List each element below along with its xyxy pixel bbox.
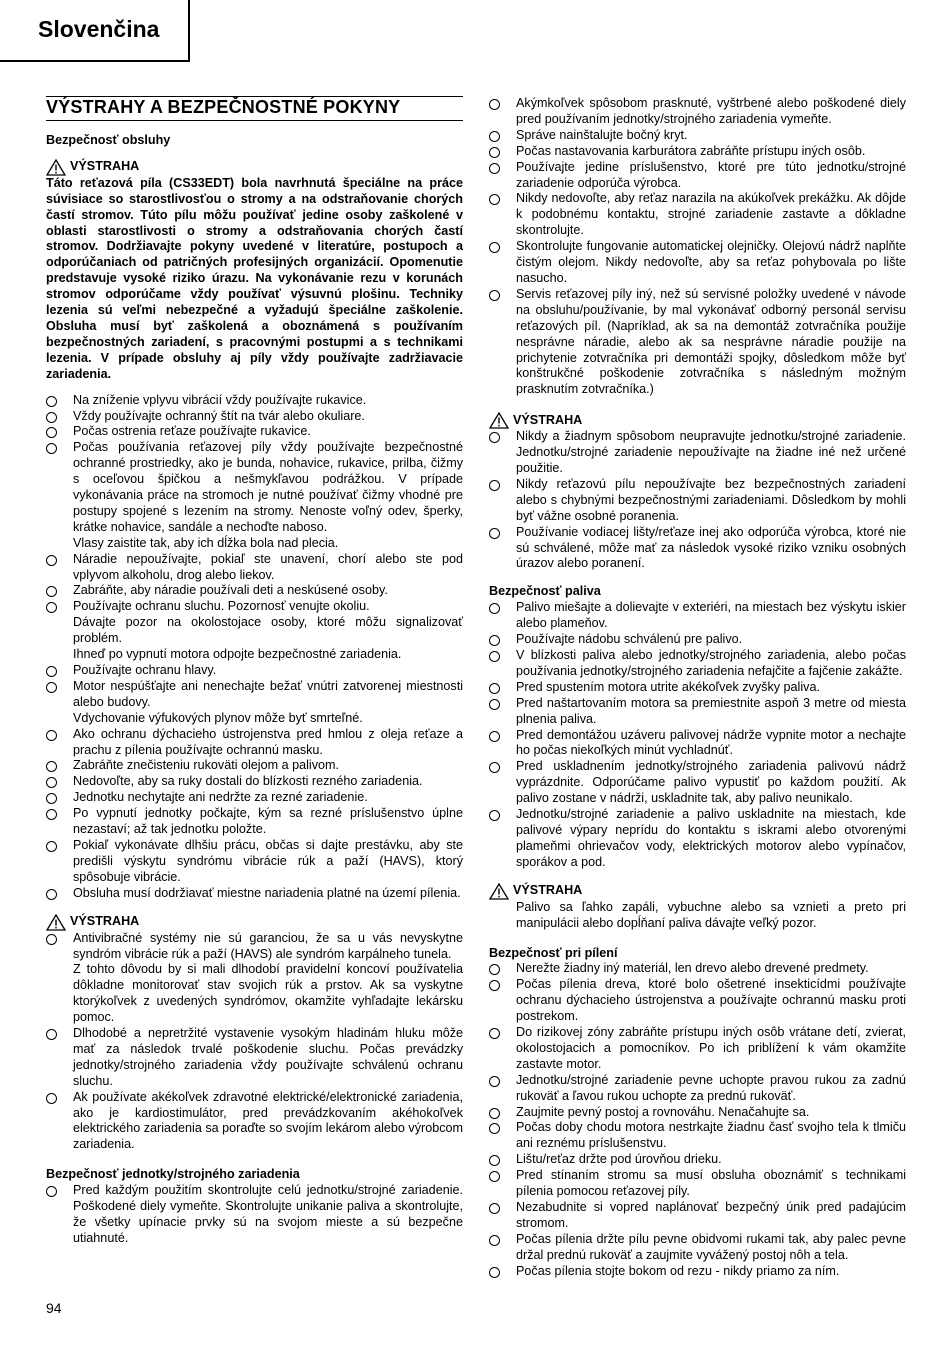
list-item: Nikdy nedovoľte, aby reťaz narazila na akúkoľvek prekážku. Ak dôjde k podobnému kontaktu, strojné zariadenie zastavte a dôkladne skontrolujte.	[489, 191, 906, 239]
warning-heading	[489, 883, 906, 900]
machine-safety-list	[46, 1183, 463, 1247]
list-item: Ak používate akékoľvek zdravotné elektrické/elektronické zariadenia, ako je kardiostimulátor, pred prevádzkovaním akéhokoľvek elektrického zariadenia sa poraďte so svojím lekárom alebo výrobcom zariadenia.	[46, 1090, 463, 1154]
warning-triangle-icon	[489, 883, 509, 900]
list-item: Antivibračné systémy nie sú garanciou, že sa u vás nevyskytne syndróm vibrácie rúk a paží (HAVS) ale syndróm karpálneho tunela. Z tohto dôvodu by si mali dlhodobí pravidelní koncoví používatelia dôkladne monitorovať stav svojich rúk a prstov. Ak sa vyskytne ktorýkoľvek z uvedených syndrómov, okamžite vyhľadajte lekársku pomoc.	[46, 931, 463, 1026]
warning-heading	[489, 412, 906, 429]
list-item: Nerežte žiadny iný materiál, len drevo alebo drevené predmety.	[489, 961, 906, 977]
warning-heading	[46, 914, 463, 931]
list-item: Ako ochranu dýchacieho ústrojenstva pred hmlou z oleja reťaze a prachu z pílenia používajte ochrannú masku.	[46, 727, 463, 759]
warning-label: VÝSTRAHA	[513, 412, 583, 427]
list-item: Jednotku nechytajte ani nedržte za rezné zariadenie.	[46, 790, 463, 806]
list-item: Počas nastavovania karburátora zabráňte prístupu iných osôb.	[489, 144, 906, 160]
list-item: Servis reťazovej píly iný, než sú servisné položky uvedené v návode na obsluhu/používanie, by mal vykonávať odborný personál servisu reťazových píl. (Napríklad, ak sa na demontáž zotvračníka použije nesprávne náradie, alebo ak sa nesprávne náradie použije na prichytenie zotvračníka pri demontáži spojky, dôsledkom môže byť konštrukčné poškodenie zotvračníka s následným možným prasknutím zotvračníka.)	[489, 287, 906, 398]
list-item: Nikdy a žiadnym spôsobom neupravujte jednotku/strojné zariadenie. Jednotku/strojné zariadenie nepoužívajte na žiadne iné než určené použitie.	[489, 429, 906, 477]
list-item: Skontrolujte fungovanie automatickej olejničky. Olejovú nádrž naplňte čistým olejom. Nikdy nedovoľte, aby sa reťaz pohybovala po lište nasucho.	[489, 239, 906, 287]
list-item-note: Z tohto dôvodu by si mali dlhodobí pravidelní koncoví používatelia dôkladne monitorovať stav svojich rúk a prstov. Ak sa vyskytne ktorýkoľvek z uvedených syndrómov, okamžite vyhľadajte lekársku pomoc.	[73, 962, 463, 1025]
list-item: Pred naštartovaním motora sa premiestnite aspoň 3 metre od miesta plnenia paliva.	[489, 696, 906, 728]
list-item: Počas pílenia držte pílu pevne obidvomi rukami tak, aby palec pevne držal prednú rukoväť a zaujmite vyvážený postoj nôh a tela.	[489, 1232, 906, 1264]
list-item: V blízkosti paliva alebo jednotky/strojného zariadenia, alebo počas používania jednotky/strojného zariadenia nefajčite a fajčenie zakážte.	[489, 648, 906, 680]
list-item: Lištu/reťaz držte pod úrovňou drieku.	[489, 1152, 906, 1168]
warning-triangle-icon	[46, 159, 66, 176]
list-item: Na zníženie vplyvu vibrácií vždy používajte rukavice.	[46, 393, 463, 409]
machine-safety-list-continued	[489, 96, 906, 398]
list-item: Obsluha musí dodržiavať miestne nariadenia platné na území pílenia.	[46, 886, 463, 902]
list-item: Používajte jedine príslušenstvo, ktoré pre túto jednotku/strojné zariadenie odporúča výrobca.	[489, 160, 906, 192]
list-item: Po vypnutí jednotky počkajte, kým sa rezné príslušenstvo úplne nezastaví; až tak jednotku položte.	[46, 806, 463, 838]
list-item: Počas pílenia stojte bokom od rezu - nikdy priamo za ním.	[489, 1264, 906, 1280]
list-item-note: Vlasy zaistite tak, aby ich dĺžka bola nad plecia.	[73, 535, 339, 550]
modification-warning-list	[489, 429, 906, 572]
warning-heading	[46, 159, 463, 176]
list-item: Motor nespúšťajte ani nenechajte bežať vnútri zatvorenej miestnosti alebo budovy. Vdychovanie výfukových plynov môže byť smrteľné.	[46, 679, 463, 727]
warning-label: VÝSTRAHA	[70, 159, 140, 174]
fuel-warning-text: Palivo sa ľahko zapáli, vybuchne alebo sa vznieti a preto pri manipulácii alebo dopĺňaní paliva dávajte veľký pozor.	[516, 899, 906, 930]
right-column	[489, 96, 906, 1280]
warning-label: VÝSTRAHA	[513, 883, 583, 898]
list-item: Správe nainštalujte bočný kryt.	[489, 128, 906, 144]
list-item: Pred stínaním stromu sa musí obsluha oboznámiť s technikami pílenia pomocou reťazovej píly.	[489, 1168, 906, 1200]
list-item: Pred spustením motora utrite akékoľvek zvyšky paliva.	[489, 680, 906, 696]
list-item: Používanie vodiacej lišty/reťaze inej ako odporúča výrobca, ktoré nie sú schválené, môže mať za následok vysoké riziko vzniku osobných úrazov alebo poranení.	[489, 525, 906, 573]
language-label: Slovenčina	[38, 16, 160, 42]
list-item: Používajte ochranu sluchu. Pozornosť venujte okoliu. Dávajte pozor na okolostojace osoby, ktoré môžu signalizovať problém. Ihneď po vypnutí motora odpojte bezpečnostné zariadenia.	[46, 599, 463, 663]
vibration-warning-list	[46, 931, 463, 1154]
list-item: Počas doby chodu motora nestrkajte žiadnu časť svojho tela k tlmiču ani reznému príslušenstvu.	[489, 1120, 906, 1152]
cutting-safety-heading: Bezpečnosť pri pílení	[489, 945, 618, 960]
list-item: Nezabudnite si vopred naplánovať bezpečný únik pred padajúcim stromom.	[489, 1200, 906, 1232]
operator-safety-heading: Bezpečnosť obsluhy	[46, 132, 171, 147]
list-item: Dlhodobé a nepretržité vystavenie vysokým hladinám hluku môže mať za následok trvalé poškodenie sluchu. Počas prevádzky jednotky/strojného zariadenia vždy používajte schválenú ochranu sluchu.	[46, 1026, 463, 1090]
list-item: Pred každým použitím skontrolujte celú jednotku/strojné zariadenie. Poškodené diely vymeňte. Skontrolujte unikanie paliva a skontrolujte, že všetky upínacie prvky sú na svojom mieste a sú bezpečne utiahnuté.	[46, 1183, 463, 1247]
list-item: Používajte nádobu schválenú pre palivo.	[489, 632, 906, 648]
list-item: Palivo miešajte a dolievajte v exteriéri, na miestach bez výskytu iskier alebo plameňov.	[489, 600, 906, 632]
left-column	[46, 96, 463, 1247]
list-item-note: Dávajte pozor na okolostojace osoby, ktoré môžu signalizovať problém.	[73, 615, 463, 646]
list-item: Pokiaľ vykonávate dlhšiu prácu, občas si dajte prestávku, aby ste predišli výskytu syndrómu vibrácie rúk a paží (HAVS), ktorý spôsobuje vibrácie.	[46, 838, 463, 886]
list-item-note: Vdychovanie výfukových plynov môže byť smrteľné.	[73, 710, 363, 725]
list-item: Počas používania reťazovej píly vždy používajte bezpečnostné ochranné prostriedky, ako je bunda, nohavice, rukavice, prilba, čižmy s oceľovou špičkou a nešmykľavou podrážkou. V prípade vykonávania práce na stromoch je nutné používať čižmy vhodné pre postupy spojené s lezením na stromy. Nenoste voľný odev, šperky, krátke nohavice, sandále a nechoďte naboso. Vlasy zaistite tak, aby ich dĺžka bola nad plecia.	[46, 440, 463, 551]
list-item: Nikdy reťazovú pílu nepoužívajte bez bezpečnostných zariadení alebo s chybnými bezpečnostnými zariadeniami. Dôsledkom by mohli byť vážne osobné poranenia.	[489, 477, 906, 525]
list-item: Používajte ochranu hlavy.	[46, 663, 463, 679]
list-item: Nedovoľte, aby sa ruky dostali do blízkosti rezného zariadenia.	[46, 774, 463, 790]
machine-safety-heading: Bezpečnosť jednotky/strojného zariadenia	[46, 1167, 300, 1182]
list-item: Zabráňte, aby náradie používali deti a neskúsené osoby.	[46, 583, 463, 599]
warning-triangle-icon	[489, 412, 509, 429]
page-number: 94	[46, 1300, 62, 1316]
list-item: Pred demontážou uzáveru palivovej nádrže vypnite motor a nechajte ho počas niekoľkých minút vychladnúť.	[489, 728, 906, 760]
list-item: Zabráňte znečisteniu rukoväti olejom a palivom.	[46, 758, 463, 774]
list-item: Akýmkoľvek spôsobom prasknuté, vyštrbené alebo poškodené diely pred používaním jednotky/strojného zariadenia vymeňte.	[489, 96, 906, 128]
list-item: Do rizikovej zóny zabráňte prístupu iných osôb vrátane detí, zvierat, okolostojacich a pomocníkov. Po ich priblížení k vám okamžite zastavte motor.	[489, 1025, 906, 1073]
list-item: Jednotku/strojné zariadenie a palivo uskladnite na miestach, kde palivové výpary neprídu do kontaktu s iskrami alebo otvorenými plameňmi ohrievačov vody, elektrických motorov alebo vypínačov, sporákov a pod.	[489, 807, 906, 871]
cutting-safety-list	[489, 961, 906, 1279]
warning-label: VÝSTRAHA	[70, 914, 140, 929]
list-item-note: Ihneď po vypnutí motora odpojte bezpečnostné zariadenia.	[73, 647, 402, 662]
list-item: Počas ostrenia reťaze používajte rukavice.	[46, 424, 463, 440]
list-item: Počas pílenia dreva, ktoré bolo ošetrené insekticídmi používajte ochranu dýchacieho ústrojenstva a používajte ochrannú masku proti postrekom.	[489, 977, 906, 1025]
fuel-safety-list	[489, 600, 906, 870]
list-item: Vždy používajte ochranný štít na tvár alebo okuliare.	[46, 409, 463, 425]
list-item: Náradie nepoužívajte, pokiaľ ste unavení, chorí alebo ste pod vplyvom alkoholu, drog alebo liekov.	[46, 552, 463, 584]
operator-safety-list	[46, 393, 463, 902]
fuel-safety-heading: Bezpečnosť paliva	[489, 584, 601, 599]
language-tab	[0, 0, 190, 62]
list-item: Zaujmite pevný postoj a rovnováhu. Nenačahujte sa.	[489, 1105, 906, 1121]
section-title: VÝSTRAHY A BEZPEČNOSTNÉ POKYNY	[46, 96, 463, 121]
list-item: Jednotku/strojné zariadenie pevne uchopte pravou rukou za zadnú rukoväť a ľavou rukou uchopte za prednú rukoväť.	[489, 1073, 906, 1105]
warning-triangle-icon	[46, 914, 66, 931]
list-item: Pred uskladnením jednotky/strojného zariadenia palivovú nádrž vyprázdnite. Odporúčame palivo vypustiť po každom použití. Ak palivo zostane v nádrži, uskladnite tak, aby palivo neunikalo.	[489, 759, 906, 807]
warning-text: Táto reťazová píla (CS33EDT) bola navrhnutá špeciálne na práce súvisiace so starostlivosťou o stromy a na odstraňovanie chorých častí stromov. Túto pílu môžu používať jedine osoby zaškolené v oblasti starostlivosti o stromy a odstraňovania chorých častí stromov. Dodržiavajte pokyny uvedené v literatúre, postupoch a odporúčaniach od patričných profesijných organizácií. Opomenutie predstavuje vysoké riziko úrazu. Na vykonávanie rezu v korunách stromov odporúčame vždy používať výsuvnú plošinu. Techniky lezenia sú veľmi nebezpečné a vyžadujú špeciálne zaškolenie. Obsluha musí byť zaškolená a oboznámená s používaním bezpečnostných zariadení, s pracovnými postupmi a s technikami lezenia. V prípade obsluhy aj píly vždy používajte zadržiavacie zariadenia.	[46, 175, 463, 381]
